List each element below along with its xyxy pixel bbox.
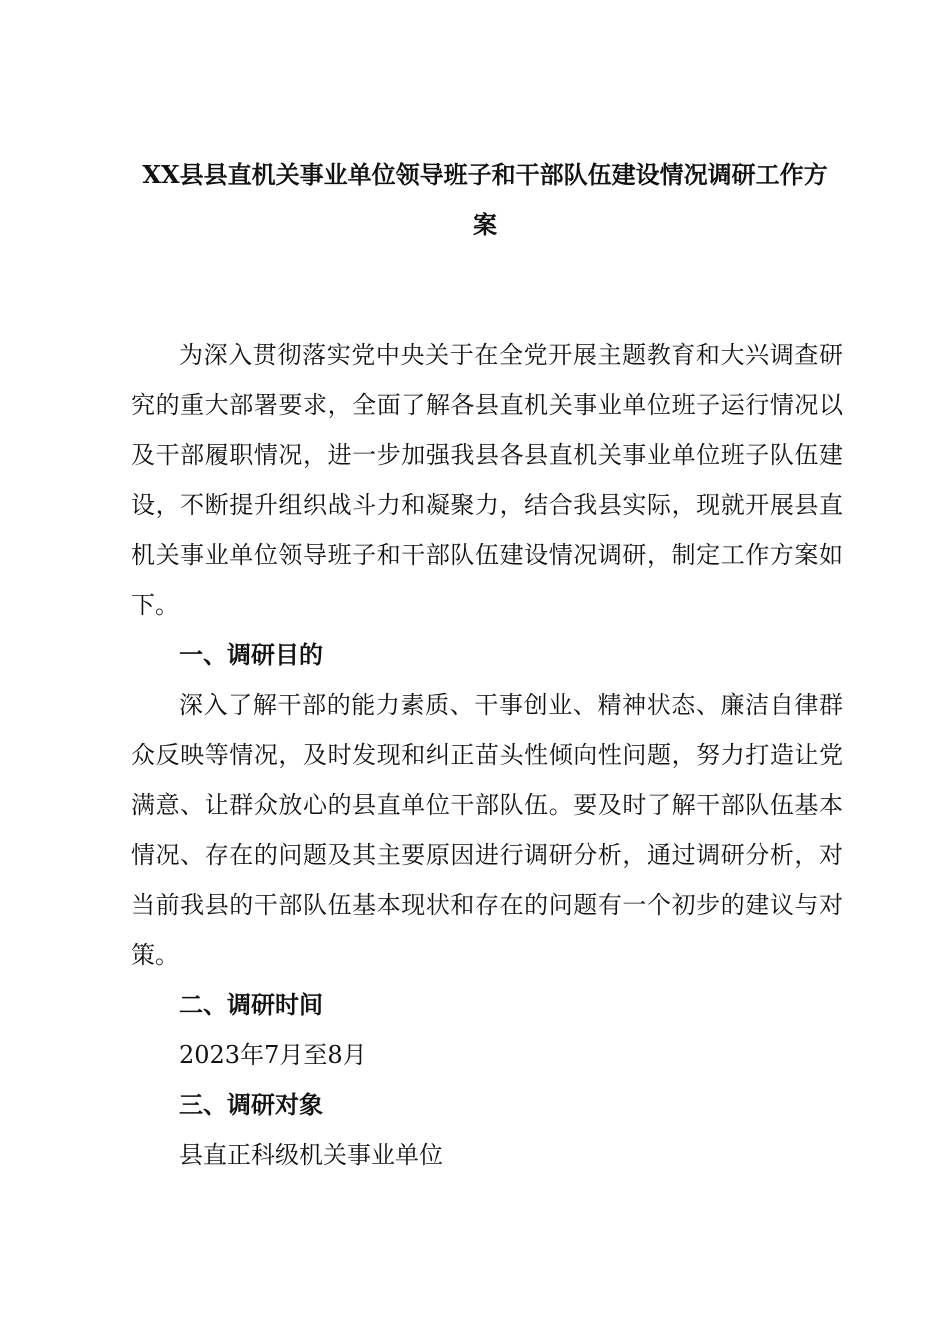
title-line-2: 案 xyxy=(473,210,497,239)
intro-paragraph: 为深入贯彻落实党中央关于在全党开展主题教育和大兴调查研究的重大部署要求，全面了解各县直机关事业单位班子运行情况以及干部履职情况，进一步加强我县各县直机关事业单位班子队伍建设，不断提升组织战斗力和凝聚力，结合我县实际，现就开展县直机关事业单位领导班子和干部队伍建设情况调研，制定工作方案如下。 xyxy=(131,341,843,619)
section-heading-purpose: 一、调研目的 xyxy=(179,640,323,669)
section-heading-time: 二、调研时间 xyxy=(179,990,323,1019)
section-heading-targets: 三、调研对象 xyxy=(179,1090,323,1119)
document-title xyxy=(120,150,850,250)
section-content-time: 2023年7月至8月 xyxy=(179,1041,367,1069)
title-line-1: XX县县直机关事业单位领导班子和干部队伍建设情况调研工作方 xyxy=(142,160,828,189)
document-body xyxy=(131,330,843,1180)
section-content-purpose: 深入了解干部的能力素质、干事创业、精神状态、廉洁自律群众反映等情况，及时发现和纠正苗头性倾向性问题，努力打造让党满意、让群众放心的县直单位干部队伍。要及时了解干部队伍基本情况、存在的问题及其主要原因进行调研分析，通过调研分析，对当前我县的干部队伍基本现状和存在的问题有一个初步的建议与对策。 xyxy=(131,691,843,969)
section-content-targets: 县直正科级机关事业单位 xyxy=(179,1141,443,1169)
